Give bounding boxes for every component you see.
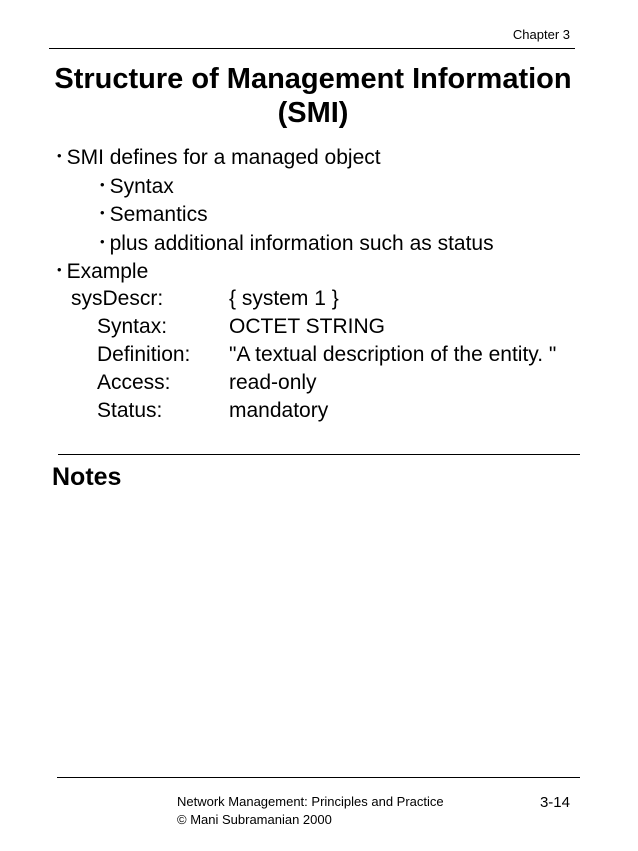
page-number: 3-14 bbox=[539, 794, 570, 811]
bullet-text: plus additional information such as status bbox=[109, 232, 494, 255]
sub-bullet-additional-info bbox=[100, 229, 494, 257]
notes-divider bbox=[58, 454, 580, 455]
example-value-status: mandatory bbox=[229, 399, 329, 422]
bullet-text: Semantics bbox=[109, 203, 208, 226]
example-label-definition: Definition: bbox=[97, 343, 191, 366]
footer-credits bbox=[177, 793, 444, 829]
slide-title-line-2: (SMI) bbox=[277, 97, 349, 129]
example-value-definition: "A textual description of the entity. " bbox=[229, 343, 557, 366]
bullet-icon: • bbox=[57, 148, 62, 163]
sub-bullet-semantics bbox=[100, 200, 208, 228]
example-label-access: Access: bbox=[97, 371, 171, 394]
example-label-status: Status: bbox=[97, 399, 163, 422]
bullet-icon: • bbox=[100, 177, 105, 192]
bullet-icon: • bbox=[100, 234, 105, 249]
sub-bullet-syntax bbox=[100, 172, 174, 200]
example-label-syntax: Syntax: bbox=[97, 315, 168, 338]
example-value-syntax: OCTET STRING bbox=[229, 315, 385, 338]
bullet-icon: • bbox=[57, 262, 62, 277]
bullet-icon: • bbox=[100, 205, 105, 220]
example-label-sysdescr: sysDescr: bbox=[71, 287, 164, 310]
example-value-sysdescr: { system 1 } bbox=[229, 287, 339, 310]
bullet-text: Syntax bbox=[109, 175, 174, 198]
example-value-access: read-only bbox=[229, 371, 317, 394]
footer-copyright: © Mani Subramanian 2000 bbox=[177, 812, 332, 827]
header-divider bbox=[49, 48, 575, 49]
footer-divider bbox=[57, 777, 580, 778]
slide-title bbox=[0, 62, 626, 130]
bullet-item-smi-defines bbox=[57, 143, 381, 171]
footer-book-title: Network Management: Principles and Practice bbox=[177, 794, 444, 809]
bullet-item-example bbox=[57, 257, 148, 285]
bullet-text: Example bbox=[66, 260, 149, 283]
bullet-text: SMI defines for a managed object bbox=[66, 146, 381, 169]
notes-heading: Notes bbox=[52, 463, 122, 491]
slide-title-line-1: Structure of Management Information bbox=[54, 63, 572, 95]
chapter-label: Chapter 3 bbox=[512, 27, 570, 42]
